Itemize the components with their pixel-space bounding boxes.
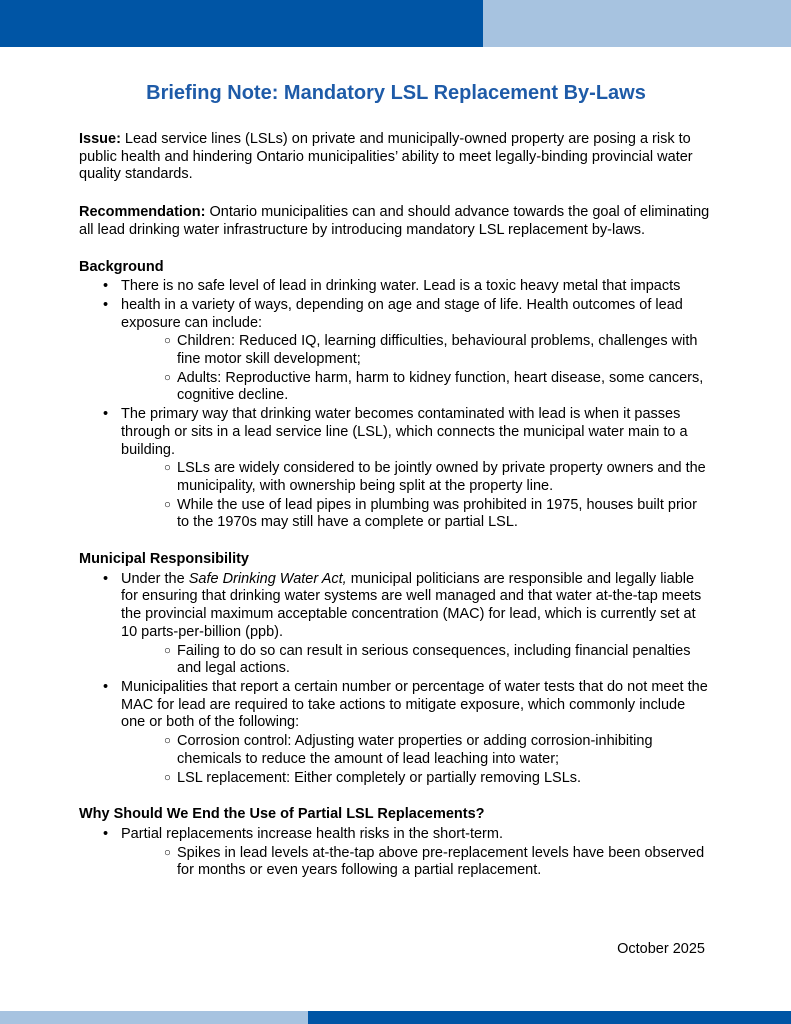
bullet-text: Failing to do so can result in serious consequences, including financial penalties and legal actions. bbox=[177, 642, 691, 677]
footer-band-light bbox=[0, 1011, 308, 1024]
bullet-icon: • bbox=[103, 570, 109, 587]
bullet-text: Under the Safe Drinking Water Act, municipal politicians are responsible and legally liable for ensuring that drinking water systems are well managed and that water at-the-tap meets the provincial maximum acceptable concentration (MAC) for lead, which is currently set at 10 parts-per-billion (ppb). bbox=[121, 570, 702, 640]
footer-band-dark bbox=[308, 1011, 791, 1024]
bullet-icon: • bbox=[103, 825, 109, 842]
bullet-text: LSL replacement: Either completely or partially removing LSLs. bbox=[177, 769, 582, 786]
bullet-item bbox=[79, 406, 713, 459]
bullet-text: Corrosion control: Adjusting water properties or adding corrosion-inhibiting chemicals to reduce the amount of lead leaching into water; bbox=[177, 733, 653, 767]
document-body bbox=[79, 47, 713, 881]
bullet-icon: • bbox=[103, 406, 109, 423]
document-date: October 2025 bbox=[617, 941, 705, 957]
sub-bullet-item bbox=[79, 460, 713, 495]
circle-bullet-icon: ○ bbox=[164, 498, 171, 511]
bullet-icon: • bbox=[103, 278, 109, 295]
circle-bullet-icon: ○ bbox=[164, 371, 171, 384]
sub-bullet-item bbox=[79, 643, 713, 678]
bullet-text: There is no safe level of lead in drinking water. Lead is a toxic heavy metal that impacts bbox=[121, 278, 681, 295]
bullet-icon: • bbox=[103, 296, 109, 313]
recommendation-label: Recommendation: bbox=[79, 204, 206, 221]
circle-bullet-icon: ○ bbox=[164, 644, 171, 657]
circle-bullet-icon: ○ bbox=[164, 771, 171, 784]
circle-bullet-icon: ○ bbox=[164, 462, 171, 475]
bullet-text: Municipalities that report a certain number or percentage of water tests that do not meet the MAC for lead are required to take actions to mitigate exposure, which commonly include one or both of the following: bbox=[121, 678, 708, 731]
bullet-text: Spikes in lead levels at-the-tap above pre-replacement levels have been observed for months or even years following a partial replacement. bbox=[177, 844, 705, 879]
sub-bullet-item bbox=[79, 770, 713, 788]
sections bbox=[79, 259, 713, 881]
recommendation-text: Ontario municipalities can and should advance towards the goal of eliminating all lead drinking water infrastructure by introducing mandatory LSL replacement by-laws. bbox=[79, 204, 710, 238]
sub-bullet-item bbox=[79, 845, 713, 880]
bullet-text: health in a variety of ways, depending on age and stage of life. Health outcomes of lead exposure can include: bbox=[121, 296, 683, 331]
bullet-icon: • bbox=[103, 678, 109, 695]
circle-bullet-icon: ○ bbox=[164, 735, 171, 748]
bullet-item bbox=[79, 679, 713, 732]
bullet-text: The primary way that drinking water becomes contaminated with lead is when it passes through or sits in a lead service line (LSL), which connects the municipal water main to a building. bbox=[121, 406, 688, 458]
page-title: Briefing Note: Mandatory LSL Replacement By-Laws bbox=[146, 82, 646, 104]
issue-text: Lead service lines (LSLs) on private and municipally-owned property are posing a risk to public health and hindering Ontario municipalities’ ability to meet legally-binding provincial water quality standards. bbox=[79, 131, 693, 183]
sub-bullet-item bbox=[79, 370, 713, 405]
circle-bullet-icon: ○ bbox=[164, 335, 171, 348]
sub-bullet-item bbox=[79, 733, 713, 768]
issue-paragraph bbox=[79, 131, 713, 184]
section-heading: Municipal Responsibility bbox=[79, 551, 249, 568]
section-heading: Why Should We End the Use of Partial LSL Replacements? bbox=[79, 806, 485, 823]
header-band-dark bbox=[0, 0, 483, 47]
sub-bullet-item bbox=[79, 333, 713, 368]
bullet-text: Children: Reduced IQ, learning difficulties, behavioural problems, challenges with fine motor skill development; bbox=[177, 333, 698, 368]
issue-label: Issue: bbox=[79, 131, 121, 147]
circle-bullet-icon: ○ bbox=[164, 846, 171, 859]
header-band-light bbox=[483, 0, 791, 47]
section-heading: Background bbox=[79, 258, 164, 275]
bullet-item bbox=[79, 826, 713, 844]
bullet-item bbox=[79, 571, 713, 642]
bullet-text: LSLs are widely considered to be jointly owned by private property owners and the municipality, with ownership being split at the property line. bbox=[177, 460, 706, 494]
bullet-text: While the use of lead pipes in plumbing was prohibited in 1975, houses built prior to the 1970s may still have a complete or partial LSL. bbox=[177, 496, 697, 531]
sub-bullet-item bbox=[79, 497, 713, 532]
recommendation-paragraph bbox=[79, 204, 713, 239]
bullet-item bbox=[79, 297, 713, 332]
bullet-text: Adults: Reproductive harm, harm to kidney function, heart disease, some cancers, cognitive decline. bbox=[177, 369, 704, 404]
bullet-text: Partial replacements increase health risks in the short-term. bbox=[121, 825, 503, 842]
bullet-item bbox=[79, 278, 713, 296]
